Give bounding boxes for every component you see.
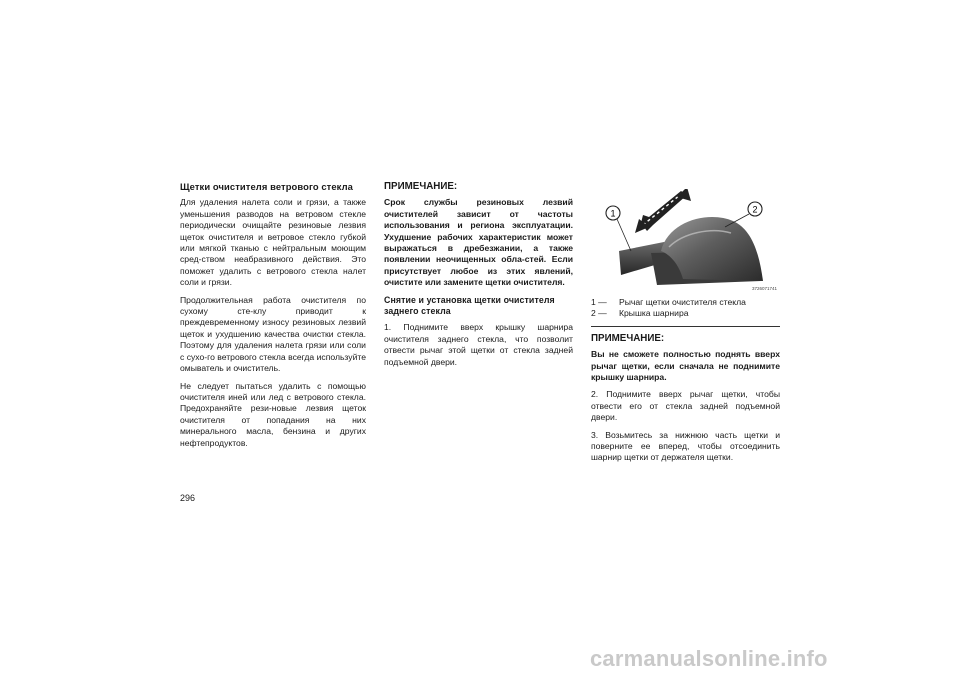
paragraph: Продолжительная работа очистителя по сухому сте-клу приводит к преждевременному износу резиновых лезвий щеток и ухудшению качества очистки стекла. Поэтому для удаления налета грязи или соли с сухо-го ветрового стекла всегда используйте омыватель и очиститель. <box>180 294 366 374</box>
note-heading: ПРИМЕЧАНИЕ: <box>384 181 458 192</box>
paragraph: Для удаления налета соли и грязи, а также уменьшения разводов на ветровом стекле периодически очищайте резиновые лезвия щеток очистителя и ветровое стекло губкой или мягкой тканью с нейтральным моющим сред-ством неабразивного действия. Это поможет удалить с ветрового стекла налет соли и грязи. <box>180 197 366 288</box>
column-2 <box>384 181 573 374</box>
paragraph: Не следует пытаться удалить с помощью очистителя иней или лед с ветрового стекла. Предохраняйте рези-новые лезвия щеток очистителя от попадания на них минерального масла, бензина и других нефтепродуктов. <box>180 380 366 448</box>
note-text: Вы не сможете полностью поднять вверх рычаг щетки, если сначала не поднимите крышку шарнира. <box>591 349 780 383</box>
section-heading-wipers: Щетки очистителя ветрового стекла <box>180 181 353 192</box>
column-1 <box>180 181 366 455</box>
figure-legend <box>591 297 780 320</box>
divider <box>591 326 780 327</box>
step-3: 3. Возьмитесь за нижнюю часть щетки и поверните ее вперед, чтобы отсоединить шарнир щетки от держателя щетки. <box>591 429 780 463</box>
section-heading-rear-wiper: Снятие и установка щетки очистителя заднего стекла <box>384 294 555 317</box>
page-number: 296 <box>180 493 196 503</box>
figure-code: 3726071741 <box>751 286 777 291</box>
step-1: 1. Поднимите вверх крышку шарнира очистителя заднего стекла, что позволит отвести рычаг этой щетки от стекла задней подъемной двери. <box>384 322 573 367</box>
watermark: carmanualsonline.info <box>590 646 828 671</box>
wiper-hinge-figure <box>591 189 780 293</box>
step-2: 2. Поднимите вверх рычаг щетки, чтобы отвести его от стекла задней подъемной двери. <box>591 389 780 423</box>
note-text: Срок службы резиновых лезвий очистителей зависит от частоты использования и региона эксплуатации. Ухудшение рабочих характеристик может выражаться в дребезжании, а также появлении неочищенных обла-стей. Если присутствует любое из этих явлений, очистите или замените щетки очистителя. <box>384 197 573 288</box>
legend-item: 1 — Рычаг щетки очистителя стекла <box>591 297 746 307</box>
wiper-arm-illustration <box>591 189 780 293</box>
callout-2-label: 2 <box>752 204 758 215</box>
column-3 <box>591 297 780 470</box>
legend-item: 2 — Крышка шарнира <box>591 308 689 319</box>
callout-1-label: 1 <box>610 208 616 219</box>
note-heading: ПРИМЕЧАНИЕ: <box>591 332 665 344</box>
